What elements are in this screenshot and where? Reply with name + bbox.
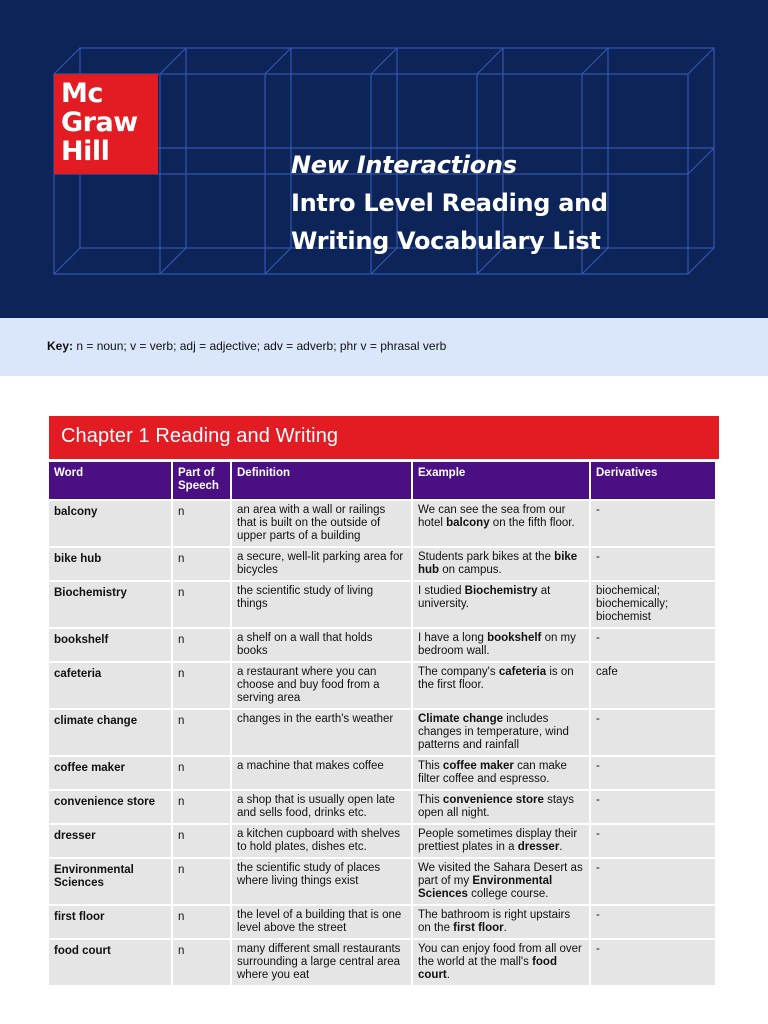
header-derivatives: Derivatives xyxy=(591,462,715,499)
definition-cell: the level of a building that is one level above the street xyxy=(232,906,411,938)
example-vocab-word: coffee maker xyxy=(442,760,514,772)
table-row xyxy=(49,859,715,904)
example-vocab-word: first floor xyxy=(453,922,504,934)
example-cell xyxy=(413,663,589,708)
example-vocab-word: convenience store xyxy=(442,794,544,806)
example-text-after: on my bedroom wall. xyxy=(418,632,576,657)
abbreviation-key xyxy=(0,318,768,376)
example-cell xyxy=(413,710,589,755)
example-text-before: I have a long xyxy=(418,632,488,644)
part-of-speech-cell: n xyxy=(173,663,230,708)
table-row xyxy=(49,663,715,708)
example-vocab-word: cafeteria xyxy=(498,666,547,678)
derivatives-cell: - xyxy=(591,940,715,985)
word-cell: convenience store xyxy=(49,791,171,823)
chapter-heading: Chapter 1 Reading and Writing xyxy=(49,416,719,459)
example-text-after: includes changes in temperature, wind patterns and rainfall xyxy=(418,713,569,751)
example-cell xyxy=(413,825,589,857)
derivatives-cell: - xyxy=(591,825,715,857)
example-text-before: We can see the sea from our hotel xyxy=(418,504,566,529)
part-of-speech-cell: n xyxy=(173,582,230,627)
table-row xyxy=(49,940,715,985)
derivatives-cell: cafe xyxy=(591,663,715,708)
part-of-speech-cell: n xyxy=(173,548,230,580)
header-definition: Definition xyxy=(232,462,411,499)
definition-cell: many different small restaurants surrounding a large central area where you eat xyxy=(232,940,411,985)
logo-line-1: Mc xyxy=(61,78,103,109)
part-of-speech-cell: n xyxy=(173,757,230,789)
example-cell xyxy=(413,906,589,938)
table-row xyxy=(49,906,715,938)
example-vocab-word: dresser xyxy=(517,841,560,853)
derivatives-cell: - xyxy=(591,548,715,580)
definition-cell: the scientific study of places where living things exist xyxy=(232,859,411,904)
part-of-speech-cell: n xyxy=(173,825,230,857)
example-text-after: at university. xyxy=(418,585,551,610)
table-row xyxy=(49,548,715,580)
logo-line-3: Hill xyxy=(61,136,110,167)
derivatives-cell: biochemical; biochemically; biochemist xyxy=(591,582,715,627)
example-vocab-word: bookshelf xyxy=(487,632,542,644)
header-word: Word xyxy=(49,462,171,499)
derivatives-cell: - xyxy=(591,859,715,904)
definition-cell: an area with a wall or railings that is built on the outside of upper parts of a building xyxy=(232,501,411,546)
vocabulary-table xyxy=(47,460,717,987)
table-body xyxy=(49,501,715,985)
definition-cell: a shelf on a wall that holds books xyxy=(232,629,411,661)
example-vocab-word: food court xyxy=(418,956,557,981)
word-cell: cafeteria xyxy=(49,663,171,708)
example-vocab-word: bike hub xyxy=(418,551,578,576)
word-cell: food court xyxy=(49,940,171,985)
example-text-before: The company's xyxy=(418,666,499,678)
example-text-after: college course. xyxy=(467,888,549,900)
header-pos-line-1: Part of xyxy=(178,467,215,479)
example-text-before: The bathroom is right upstairs on the xyxy=(418,909,571,934)
definition-cell: changes in the earth's weather xyxy=(232,710,411,755)
example-cell xyxy=(413,629,589,661)
word-cell: bookshelf xyxy=(49,629,171,661)
word-cell: climate change xyxy=(49,710,171,755)
part-of-speech-cell: n xyxy=(173,906,230,938)
document-title xyxy=(291,146,608,260)
example-vocab-word: balcony xyxy=(446,517,490,529)
word-cell: balcony xyxy=(49,501,171,546)
title-line-3: Writing Vocabulary List xyxy=(291,227,601,255)
derivatives-cell: - xyxy=(591,791,715,823)
derivatives-cell: - xyxy=(591,629,715,661)
table-row xyxy=(49,791,715,823)
header-pos-line-2: Speech xyxy=(178,480,219,492)
header-part-of-speech xyxy=(173,462,230,499)
part-of-speech-cell: n xyxy=(173,710,230,755)
example-text-before: This xyxy=(418,794,443,806)
example-text-after: stays open all night. xyxy=(418,794,574,819)
definition-cell: a secure, well-lit parking area for bicycles xyxy=(232,548,411,580)
example-text-after: . xyxy=(559,841,563,853)
example-text-after: on the fifth floor. xyxy=(489,517,575,529)
example-text-before: This xyxy=(418,760,443,772)
example-text-after: . xyxy=(503,922,507,934)
title-line-2: Intro Level Reading and xyxy=(291,189,608,217)
word-cell: dresser xyxy=(49,825,171,857)
example-text-before: Students park bikes at the xyxy=(418,551,555,563)
part-of-speech-cell: n xyxy=(173,501,230,546)
header-example: Example xyxy=(413,462,589,499)
example-text-after: . xyxy=(446,969,450,981)
word-cell: coffee maker xyxy=(49,757,171,789)
example-cell xyxy=(413,791,589,823)
mcgraw-hill-logo xyxy=(54,74,158,174)
derivatives-cell: - xyxy=(591,906,715,938)
table-row xyxy=(49,710,715,755)
example-text-after: on campus. xyxy=(439,564,502,576)
logo-line-2: Graw xyxy=(61,107,138,138)
key-text: n = noun; v = verb; adj = adjective; adv = adverb; phr v = phrasal verb xyxy=(76,339,447,353)
table-row xyxy=(49,582,715,627)
example-text-before: You can enjoy food from all over the world at the mall's xyxy=(418,943,582,968)
key-label: Key: xyxy=(47,339,74,353)
table-header-row xyxy=(49,462,715,499)
table-row xyxy=(49,501,715,546)
definition-cell: the scientific study of living things xyxy=(232,582,411,627)
example-cell xyxy=(413,757,589,789)
example-vocab-word: Environmental Sciences xyxy=(418,875,553,900)
derivatives-cell: - xyxy=(591,710,715,755)
definition-cell: a shop that is usually open late and sells food, drinks etc. xyxy=(232,791,411,823)
example-cell xyxy=(413,548,589,580)
part-of-speech-cell: n xyxy=(173,859,230,904)
example-cell xyxy=(413,582,589,627)
example-cell xyxy=(413,859,589,904)
part-of-speech-cell: n xyxy=(173,940,230,985)
example-vocab-word: Biochemistry xyxy=(464,585,538,597)
example-vocab-word: Climate change xyxy=(418,713,503,725)
example-cell xyxy=(413,940,589,985)
derivatives-cell: - xyxy=(591,501,715,546)
word-cell: Biochemistry xyxy=(49,582,171,627)
part-of-speech-cell: n xyxy=(173,629,230,661)
definition-cell: a machine that makes coffee xyxy=(232,757,411,789)
example-text-after: can make filter coffee and espresso. xyxy=(418,760,567,785)
example-text-before: We visited the Sahara Desert as part of my xyxy=(418,862,583,887)
definition-cell: a restaurant where you can choose and buy food from a serving area xyxy=(232,663,411,708)
example-text-after: is on the first floor. xyxy=(418,666,574,691)
table-row xyxy=(49,825,715,857)
word-cell: bike hub xyxy=(49,548,171,580)
table-row xyxy=(49,757,715,789)
series-title: New Interactions xyxy=(291,151,517,179)
derivatives-cell: - xyxy=(591,757,715,789)
table-row xyxy=(49,629,715,661)
definition-cell: a kitchen cupboard with shelves to hold plates, dishes etc. xyxy=(232,825,411,857)
header-banner xyxy=(0,0,768,318)
word-cell: first floor xyxy=(49,906,171,938)
example-cell xyxy=(413,501,589,546)
example-text-before: I studied xyxy=(418,585,465,597)
word-cell: Environmental Sciences xyxy=(49,859,171,904)
part-of-speech-cell: n xyxy=(173,791,230,823)
example-text-before: People sometimes display their prettiest plates in a xyxy=(418,828,578,853)
